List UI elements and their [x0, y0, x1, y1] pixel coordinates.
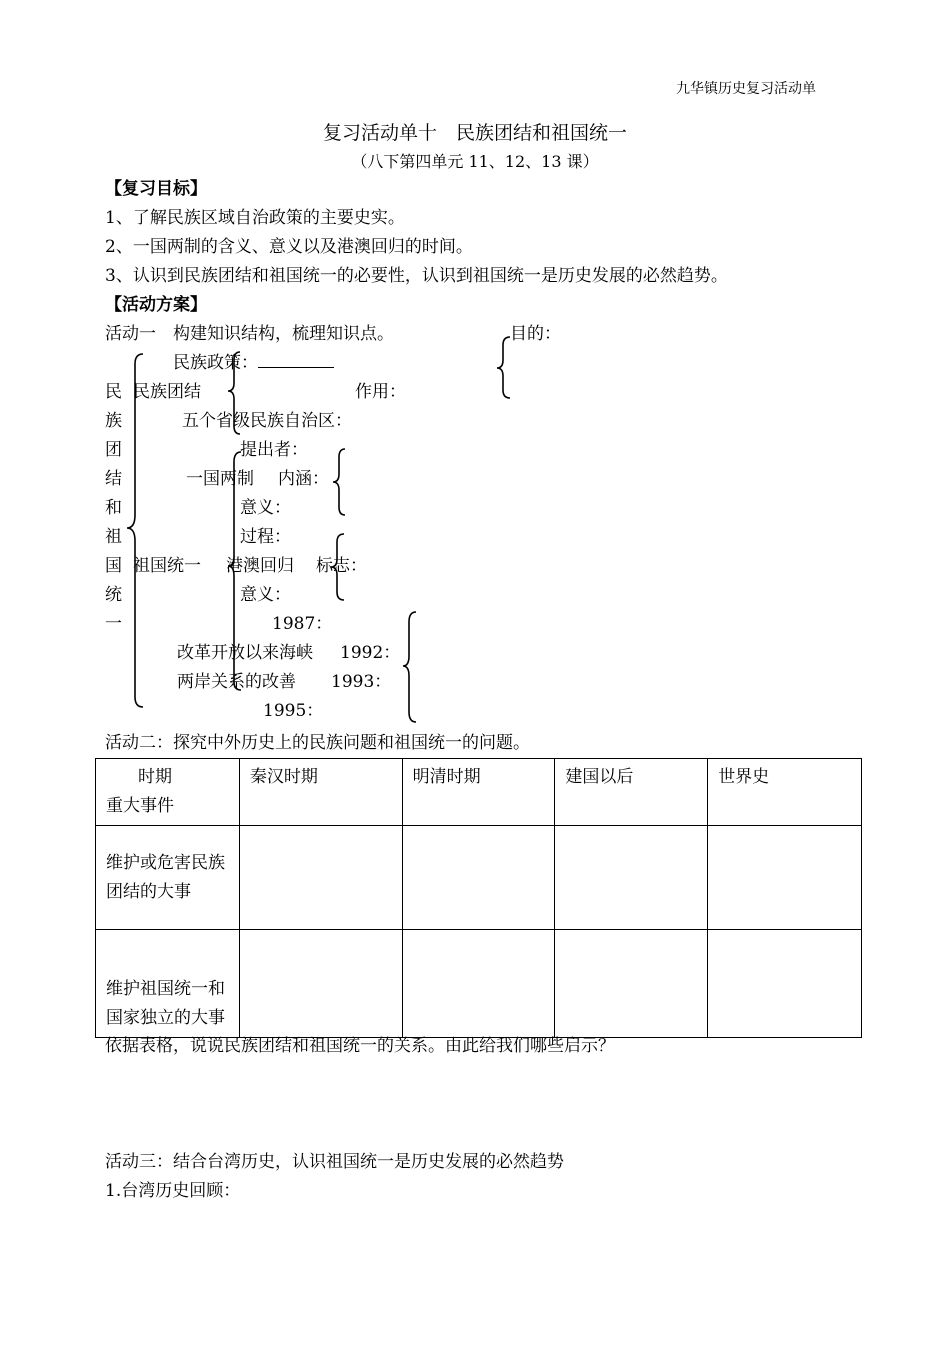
minzu-zhengce: 民族政策：	[173, 349, 334, 378]
corner-cell	[96, 759, 240, 826]
answer-cell[interactable]	[708, 826, 862, 930]
plan-heading: 【活动方案】	[105, 295, 207, 315]
vertical-char: 统	[105, 585, 122, 605]
vertical-char: 国	[105, 556, 122, 576]
brace-tuanjie	[228, 352, 240, 434]
history-table	[95, 758, 862, 1038]
table-row	[96, 826, 862, 930]
answer-cell[interactable]	[555, 930, 708, 1038]
yiyi-label: 意义：	[240, 498, 291, 518]
answer-cell[interactable]	[402, 930, 555, 1038]
goal-item: 1、了解民族区域自治政策的主要史实。	[105, 208, 405, 228]
year-1995: 1995：	[263, 701, 324, 721]
answer-cell[interactable]	[708, 930, 862, 1038]
page-header: 九华镇历史复习活动单	[676, 81, 816, 97]
table-row	[96, 930, 862, 1038]
brace-purpose	[497, 337, 510, 398]
biaozhi-label: 标志：	[316, 556, 367, 576]
goal-item: 2、一国两制的含义、意义以及港澳回归的时间。	[105, 237, 473, 257]
gaige-line2: 两岸关系的改善	[177, 672, 296, 692]
brace-main	[127, 354, 143, 707]
corner-bottom: 重大事件	[106, 796, 174, 816]
row-header: 维护祖国统一和国家独立的大事	[96, 930, 240, 1038]
answer-cell[interactable]	[239, 826, 402, 930]
brace-years	[403, 612, 416, 722]
answer-cell[interactable]	[402, 826, 555, 930]
gaige-line1: 改革开放以来海峡	[177, 643, 313, 663]
zuguo-tongyi: 祖国统一	[133, 556, 201, 576]
vertical-char: 祖	[105, 527, 122, 547]
activity2-question: 依据表格，说说民族团结和祖国统一的关系。由此给我们哪些启示？	[105, 1036, 615, 1056]
table-header-row	[96, 759, 862, 826]
vertical-char: 族	[105, 411, 122, 431]
year-1993: 1993：	[331, 672, 392, 692]
column-header: 明清时期	[402, 759, 555, 826]
activity3-item: 1.台湾历史回顾：	[105, 1181, 241, 1201]
activity1-title: 活动一 构建知识结构，梳理知识点。	[105, 324, 394, 344]
activity3-title: 活动三：结合台湾历史，认识祖国统一是历史发展的必然趋势	[105, 1152, 564, 1172]
vertical-char: 结	[105, 469, 122, 489]
wu-ge-zizhiqu: 五个省级民族自治区：	[182, 411, 352, 431]
yiyi-label: 意义：	[240, 585, 291, 605]
page-title: 复习活动单十 民族团结和祖国统一	[322, 122, 627, 144]
goals-heading: 【复习目标】	[105, 179, 207, 199]
vertical-char: 团	[105, 440, 122, 460]
vertical-char: 和	[105, 498, 122, 518]
brace-biaozhi	[331, 534, 344, 600]
answer-cell[interactable]	[555, 826, 708, 930]
goal-item: 3、认识到民族团结和祖国统一的必要性，认识到祖国统一是历史发展的必然趋势。	[105, 266, 728, 286]
tichuzhe-label: 提出者：	[240, 440, 308, 460]
zuoyong-label: 作用：	[355, 382, 406, 402]
brace-tongyi	[228, 452, 241, 690]
year-1987: 1987：	[272, 614, 333, 634]
vertical-char: 民	[105, 382, 122, 402]
purpose-label: 目的：	[510, 324, 561, 344]
vertical-char: 一	[105, 614, 122, 634]
gangao-huigui: 港澳回归	[226, 556, 294, 576]
yiguo-liangzhi: 一国两制	[186, 469, 254, 489]
column-header: 秦汉时期	[239, 759, 402, 826]
brace-neihan	[333, 449, 345, 515]
column-header: 世界史	[708, 759, 862, 826]
column-header: 建国以后	[555, 759, 708, 826]
answer-cell[interactable]	[239, 930, 402, 1038]
row-header: 维护或危害民族团结的大事	[96, 826, 240, 930]
page-subtitle: （八下第四单元 11、12、13 课）	[351, 152, 599, 171]
neihan-label: 内涵：	[278, 469, 329, 489]
guocheng-label: 过程：	[240, 527, 291, 547]
activity2-title: 活动二：探究中外历史上的民族问题和祖国统一的问题。	[105, 733, 530, 753]
minzu-tuanjie: 民族团结	[133, 382, 201, 402]
year-1992: 1992：	[340, 643, 401, 663]
corner-top: 时期	[138, 767, 172, 787]
